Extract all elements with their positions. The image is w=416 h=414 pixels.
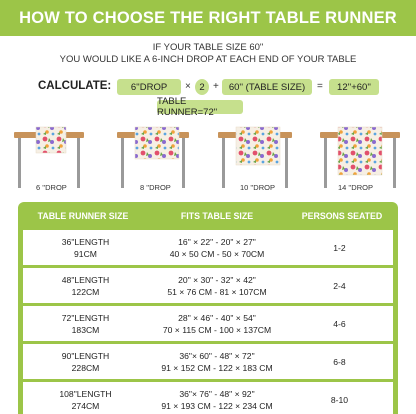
- size-chart-table: [18, 202, 398, 414]
- table-header: [18, 202, 398, 230]
- fits-size-cell: 28" × 46" - 40" × 54" 70 × 115 CM - 100 × 137CM: [162, 312, 272, 335]
- fits-size-cell: 36"× 76" - 48" × 92" 91 × 193 CM - 122 × 234 CM: [161, 388, 273, 411]
- drop-pill: 6''DROP: [117, 79, 181, 95]
- fits-size-cell: 36"× 60" - 48" × 72" 91 × 152 CM - 122 × 183 CM: [161, 350, 273, 373]
- table-runner-result: TABLE RUNNER=72": [157, 100, 243, 114]
- header-fits-table-size: FITS TABLE SIZE: [180, 211, 254, 221]
- persons-cell: 4-6: [333, 318, 346, 329]
- table-body: [23, 230, 393, 414]
- runner-size-cell: 108"LENGTH 274CM: [59, 388, 112, 411]
- persons-cell: 8-10: [330, 394, 349, 405]
- result-pill: 12''+60'': [329, 79, 379, 95]
- runner-size-cell: 48"LENGTH 122CM: [61, 274, 110, 297]
- persons-cell: 1-2: [333, 242, 346, 253]
- drop-label-10: 10 ''DROP: [240, 183, 275, 192]
- page-title: HOW TO CHOOSE THE RIGHT TABLE RUNNER: [19, 8, 397, 27]
- calculation-row: [0, 79, 416, 95]
- drop-label-8: 8 ''DROP: [140, 183, 171, 192]
- table-illustration-10-drop: [218, 127, 292, 188]
- header-persons-seated: PERSONS SEATED: [301, 211, 383, 221]
- runner-size-cell: 36"LENGTH 91CM: [61, 236, 110, 259]
- table-size-pill: 60'' (TABLE SIZE): [222, 79, 312, 95]
- persons-cell: 2-4: [333, 280, 346, 291]
- table-row: [23, 382, 393, 414]
- times-operator: ×: [185, 81, 191, 92]
- equals-operator: =: [317, 81, 323, 92]
- table-row: [23, 344, 393, 379]
- title-banner: [0, 0, 416, 36]
- table-illustration-14-drop: [320, 127, 400, 188]
- table-illustration-8-drop: [117, 127, 189, 188]
- table-row: [23, 306, 393, 341]
- header-runner-size: TABLE RUNNER SIZE: [37, 211, 129, 221]
- table-illustration-6-drop: [14, 127, 84, 188]
- plus-operator: +: [213, 81, 219, 92]
- table-row: [23, 268, 393, 303]
- intro-line-drop: YOU WOULD LIKE A 6-INCH DROP AT EACH END OF YOUR TABLE: [59, 54, 357, 65]
- fits-size-cell: 16" × 22" - 20" × 27" 40 × 50 CM - 50 × 70CM: [169, 236, 265, 259]
- calculate-label: CALCULATE:: [38, 80, 112, 92]
- fits-size-cell: 20" × 30" - 32" × 42" 51 × 76 CM - 81 × 107CM: [167, 274, 267, 297]
- drop-label-14: 14 ''DROP: [338, 183, 373, 192]
- drop-label-6: 6 ''DROP: [36, 183, 67, 192]
- table-row: [23, 230, 393, 265]
- runner-size-cell: 90"LENGTH 228CM: [61, 350, 110, 373]
- intro-line-table-size: IF YOUR TABLE SIZE 60": [152, 42, 264, 53]
- persons-cell: 6-8: [333, 356, 346, 367]
- multiplier-pill: 2: [195, 79, 209, 95]
- runner-size-cell: 72"LENGTH 183CM: [61, 312, 110, 335]
